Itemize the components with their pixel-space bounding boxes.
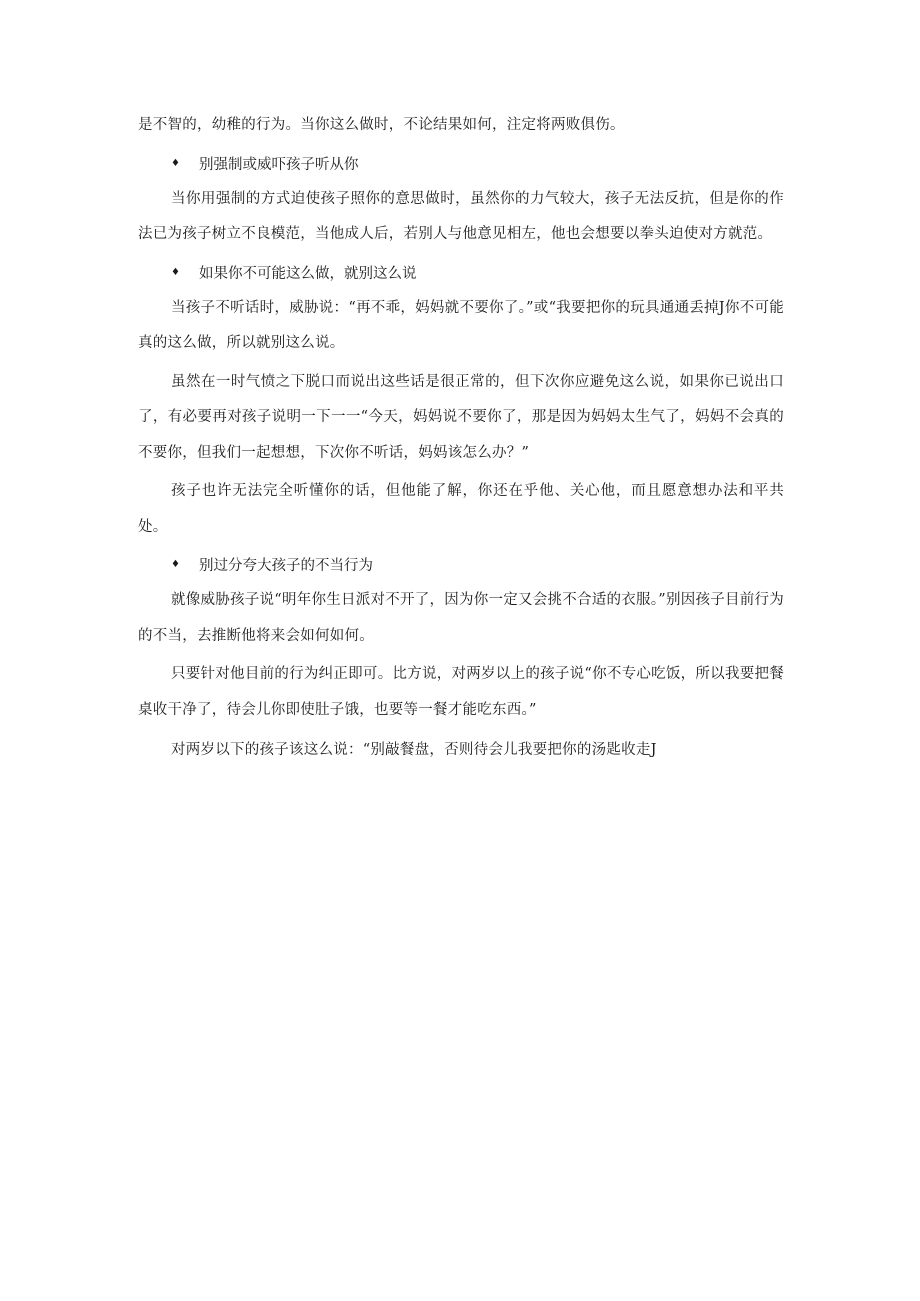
document-page	[138, 108, 784, 769]
paragraph-body: 虽然在一时气愤之下脱口而说出这些话是很正常的，但下次你应避免这么说，如果你已说出口了，有必要再对孩子说明一下一一“今天，妈妈说不要你了，那是因为妈妈太生气了，妈妈不会真的不要你，但我们一起想想，下次你不听话，妈妈该怎么办？”	[138, 373, 784, 461]
heading-title: 别过分夸大孩子的不当行为	[199, 558, 373, 574]
heading-title: 别强制或威吓孩子听从你	[199, 156, 359, 173]
paragraph-body: 对两岁以下的孩子该这么说：“别敲餐盘，否则待会儿我要把你的汤匙收走J	[171, 742, 657, 758]
paragraph-body: 只要针对他目前的行为纠正即可。比方说，对两岁以上的孩子说“你不专心吃饭，所以我要把餐桌收干净了，待会儿你即使肚子饿，也要等一餐才能吃东西。”	[138, 666, 784, 718]
diamond-bullet-icon: ♦	[171, 559, 180, 570]
heading-title: 如果你不可能这么做，就别这么说	[199, 265, 417, 282]
section-heading-3	[138, 547, 784, 582]
paragraph-body: 就像威胁孩子说“明年你生日派对不开了，因为你一定又会挑不合适的衣服。”别因孩子目前行为的不当，去推断他将来会如何如何。	[138, 592, 784, 644]
diamond-bullet-icon: ♦	[171, 266, 180, 278]
paragraph-body: 当你用强制的方式迫使孩子照你的意思做时，虽然你的力气较大，孩子无法反抗，但是你的作法已为孩子树立不良模范，当他成人后，若别人与他意见相左，他也会想要以拳头迫使对方就范。	[138, 190, 784, 242]
diamond-bullet-icon: ♦	[171, 157, 180, 169]
section-heading-2	[138, 255, 784, 290]
paragraph-continuation: 是不智的，幼稚的行为。当你这么做时，不论结果如何，注定将两败俱伤。	[138, 117, 625, 133]
paragraph-body: 当孩子不听话时，威胁说：“再不乖，妈妈就不要你了。”或“我要把你的玩具通通丢掉J你不可能真的这么做，所以就别这么说。	[138, 299, 784, 351]
paragraph-body: 孩子也许无法完全听懂你的话，但他能了解，你还在乎他、关心他，而且愿意想办法和平共处。	[138, 483, 784, 535]
section-heading-1	[138, 146, 784, 181]
